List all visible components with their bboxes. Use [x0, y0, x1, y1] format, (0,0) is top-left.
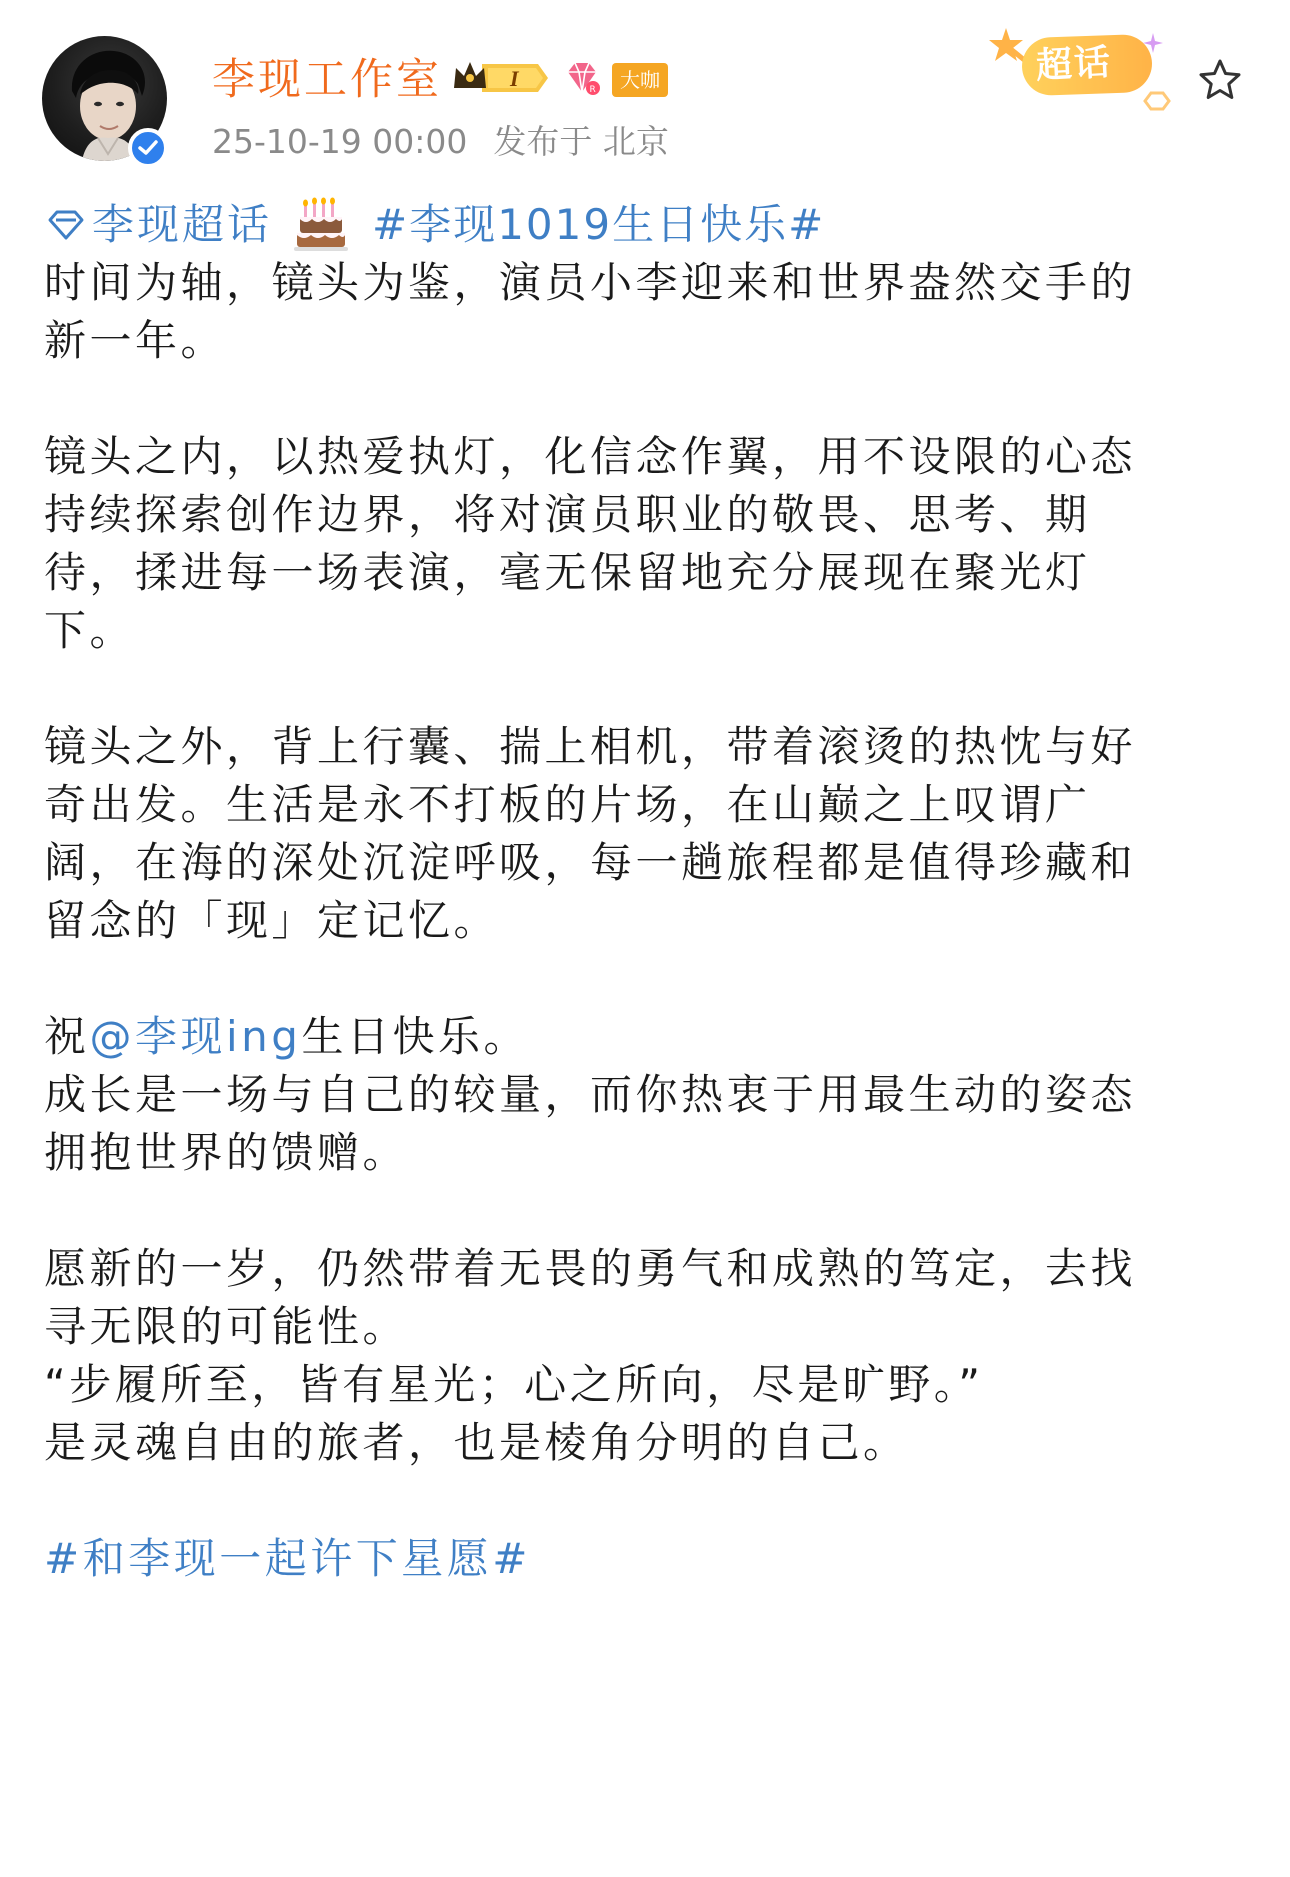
post-timestamp: 25-10-19 00:00: [212, 122, 468, 161]
post-content: [44, 196, 1254, 1588]
para1-line-2: 新一年。: [44, 316, 227, 365]
super-topic-link[interactable]: 李现超话: [92, 200, 273, 249]
svg-text:R: R: [589, 85, 596, 95]
author-name[interactable]: 李现工作室: [212, 55, 442, 105]
super-topic-button[interactable]: [982, 24, 1182, 114]
birthday-wish-line: [44, 1008, 1254, 1066]
para3-line-3: 阔，在海的深处沉淀呼吸，每一趟旅程都是值得珍藏和: [44, 838, 1137, 887]
para3-line-4: 留念的「现」定记忆。: [44, 896, 500, 945]
para5-line-2: 寻无限的可能性。: [44, 1302, 409, 1351]
hashtag-wish[interactable]: #和李现一起许下星愿#: [44, 1534, 531, 1583]
super-topic-label: 超话: [1034, 42, 1114, 87]
birthday-cake-icon: [294, 197, 350, 253]
para5-line-1: 愿新的一岁，仍然带着无畏的勇气和成熟的笃定，去找: [44, 1244, 1137, 1293]
star-favorite-icon[interactable]: [1196, 56, 1244, 104]
para5-line-3: “步履所至，皆有星光；心之所向，尽是旷野。”: [44, 1360, 984, 1409]
topic-chip-icon: [1142, 90, 1172, 112]
wish-prefix: 祝: [44, 1012, 90, 1061]
wish-suffix: 生日快乐。: [301, 1012, 529, 1061]
post-meta: [212, 118, 669, 166]
para1-line-1: 时间为轴，镜头为鉴，演员小李迎来和世界盎然交手的: [44, 258, 1137, 307]
para2-line-2: 持续探索创作边界，将对演员职业的敬畏、思考、期: [44, 490, 1091, 539]
para5-line-4: 是灵魂自由的旅者，也是棱角分明的自己。: [44, 1418, 909, 1467]
post-header: [0, 0, 1290, 190]
dakai-badge[interactable]: 大咖: [612, 63, 668, 97]
author-badges: [452, 58, 668, 102]
post-location: 发布于 北京: [493, 122, 669, 161]
para2-line-4: 下。: [44, 606, 136, 655]
para3-line-2: 奇出发。生活是永不打板的片场，在山巅之上叹谓广: [44, 780, 1091, 829]
crown-level-icon[interactable]: [452, 58, 552, 102]
svg-text:I: I: [510, 66, 519, 91]
diamond-vip-icon[interactable]: [562, 58, 602, 102]
verified-icon: [128, 128, 168, 168]
para2-line-3: 待，揉进每一场表演，毫无保留地充分展现在聚光灯: [44, 548, 1091, 597]
sparkle-icon: [1142, 32, 1164, 54]
para4-line-3: 拥抱世界的馈赠。: [44, 1128, 409, 1177]
para3-line-1: 镜头之外，背上行囊、揣上相机，带着滚烫的热忱与好: [44, 722, 1137, 771]
diamond-topic-icon: [44, 208, 88, 242]
para4-line-2: 成长是一场与自己的较量，而你热衷于用最生动的姿态: [44, 1070, 1137, 1119]
hashtag-birthday[interactable]: #李现1019生日快乐#: [372, 200, 826, 249]
topic-line: [44, 196, 1254, 254]
user-mention-link[interactable]: @李现ing: [89, 1012, 302, 1061]
para2-line-1: 镜头之内，以热爱执灯，化信念作翼，用不设限的心态: [44, 432, 1137, 481]
